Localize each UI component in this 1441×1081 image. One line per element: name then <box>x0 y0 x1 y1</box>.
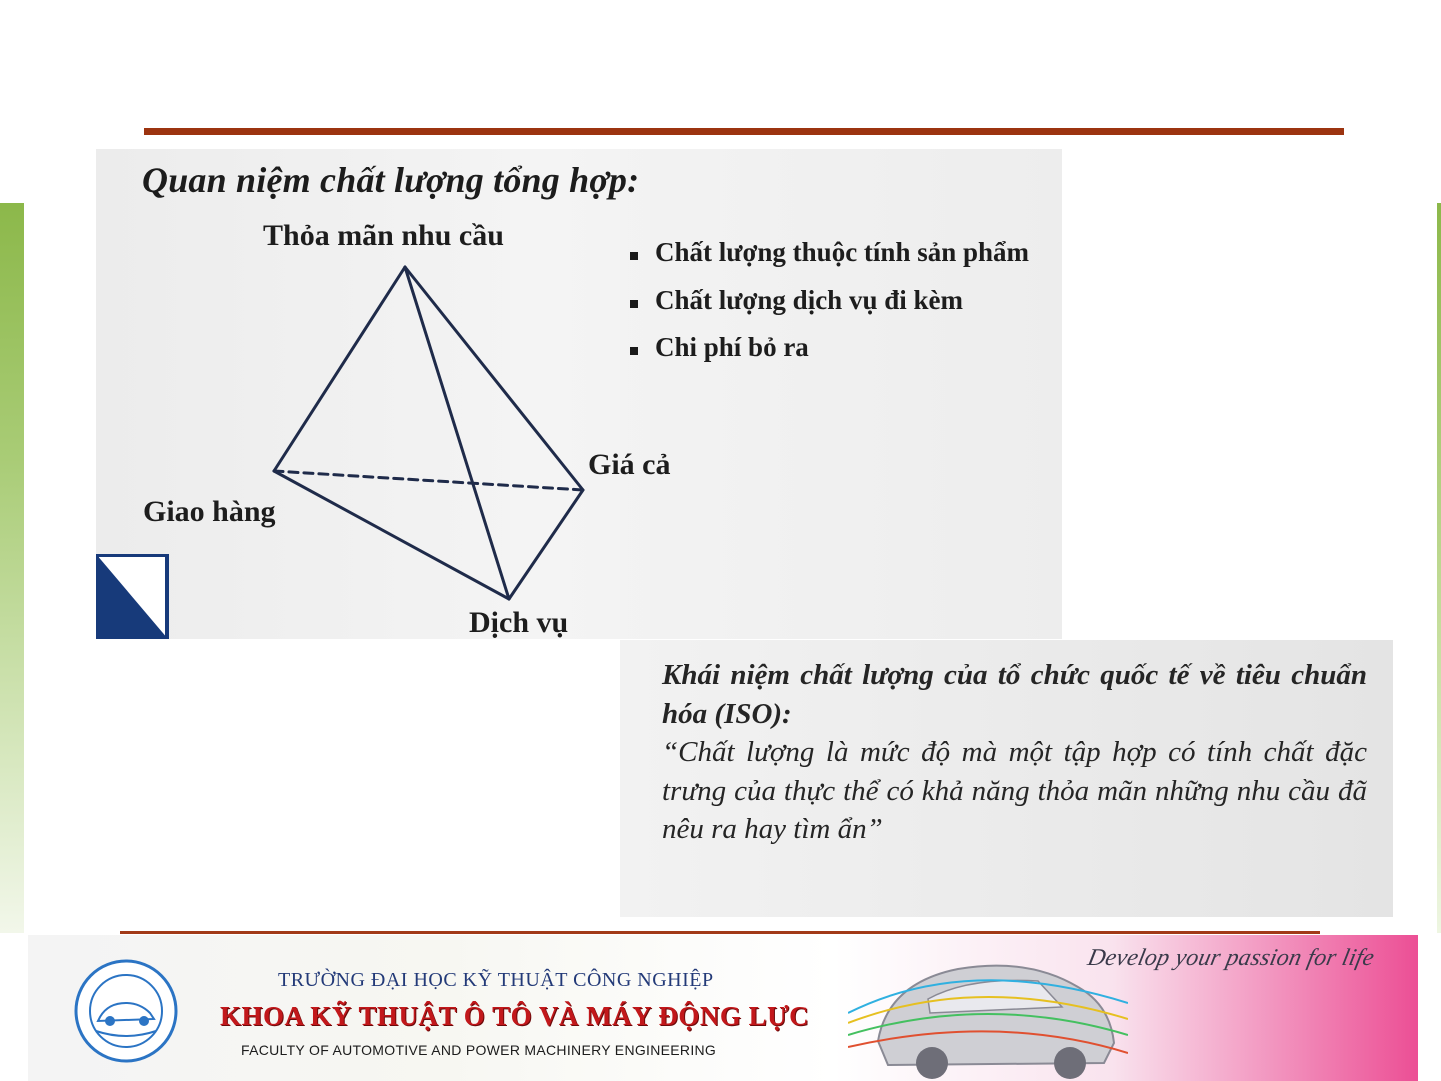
footer-banner <box>28 935 1418 1081</box>
corner-triangle-icon <box>96 554 176 639</box>
edge-top-right <box>405 267 583 490</box>
title-rule <box>144 128 1344 135</box>
footer-rule <box>120 931 1320 934</box>
iso-definition-quote: “Chất lượng là mức độ mà một tập hợp có tính chất đặc trưng của thực thể có khả năng thỏa mãn những nhu cầu đã nêu ra hay tìm ẩn” <box>662 736 1367 845</box>
tetrahedron-diagram <box>96 149 1062 639</box>
faculty-seal-icon <box>74 959 178 1063</box>
list-item: Chi phí bỏ ra <box>626 332 1029 380</box>
iso-definition-text <box>662 656 1367 849</box>
university-name: TRƯỜNG ĐẠI HỌC KỸ THUẬT CÔNG NGHIỆP <box>278 969 714 991</box>
right-accent-stripe <box>1437 203 1441 933</box>
vertex-label-left: Giao hàng <box>143 495 276 528</box>
quality-components-list <box>626 237 1029 380</box>
iso-definition-lead: Khái niệm chất lượng của tổ chức quốc tế về tiêu chuẩn hóa (ISO): <box>662 659 1367 730</box>
list-item: Chất lượng dịch vụ đi kèm <box>626 285 1029 333</box>
slogan: Develop your passion for life <box>1085 945 1377 971</box>
figure-heading: Quan niệm chất lượng tổng hợp: <box>142 160 640 200</box>
edge-top-left <box>274 267 405 471</box>
iso-definition-panel <box>620 640 1393 917</box>
faculty-name-vi: KHOA KỸ THUẬT Ô TÔ VÀ MÁY ĐỘNG LỰC <box>220 1001 810 1031</box>
total-quality-figure <box>96 149 1062 639</box>
list-item: Chất lượng thuộc tính sản phẩm <box>626 237 1029 285</box>
bullet-square-icon <box>630 252 638 260</box>
bullet-square-icon <box>630 347 638 355</box>
vertex-label-right: Giá cả <box>588 448 671 481</box>
edge-right-bottom <box>509 490 583 599</box>
vertex-label-top: Thỏa mãn nhu cầu <box>263 219 504 252</box>
bullet-square-icon <box>630 300 638 308</box>
vertex-label-bottom: Dịch vụ <box>469 606 569 639</box>
left-accent-stripe <box>0 203 24 933</box>
edge-left-right-hidden <box>274 471 583 490</box>
faculty-name-en: FACULTY OF AUTOMOTIVE AND POWER MACHINERY ENGINEERING <box>241 1042 717 1058</box>
